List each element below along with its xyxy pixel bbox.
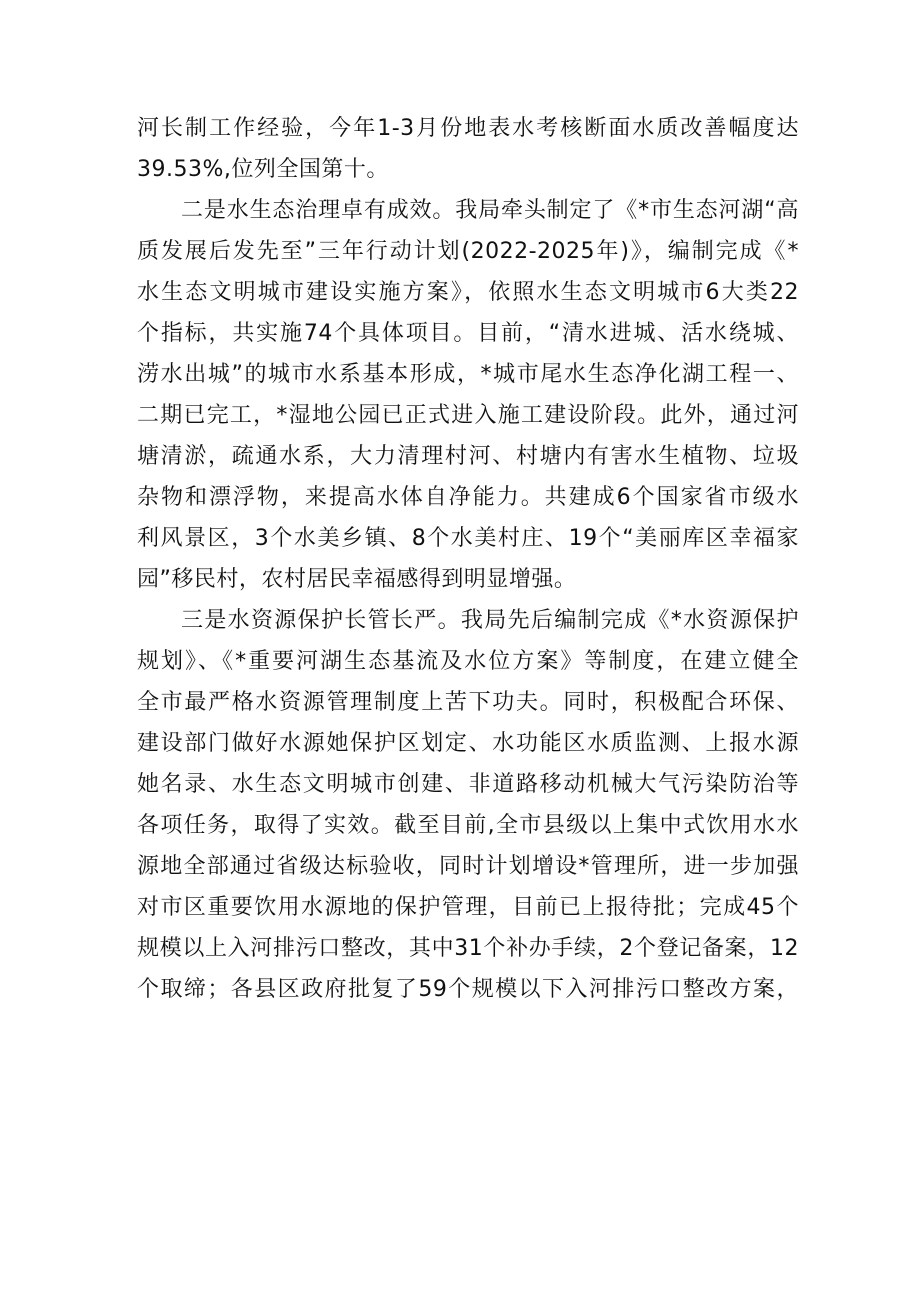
text-line: 利风景区，3个水美乡镇、8个水美村庄、19个“美丽库区幸福家: [137, 526, 799, 551]
paragraph-first-line: 三是水资源保护长管长严。我局先后编制完成《*水资源保护: [181, 608, 799, 633]
text-line: 二期已完工，*湿地公园已正式进入施工建设阶段。此外，通过河: [137, 403, 799, 428]
text-line: 各项任务，取得了实效。截至目前,全市县级以上集中式饮用水水: [137, 813, 799, 838]
text-line: 规模以上入河排污口整改，其中31个补办手续，2个登记备案，12: [137, 936, 799, 961]
text-line: 源地全部通过省级达标验收，同时计划增设*管理所，进一步加强: [137, 854, 799, 879]
text-line: 建设部门做好水源她保护区划定、水功能区水质监测、上报水源: [137, 731, 799, 756]
text-line: 涝水出城”的城市水系基本形成，*城市尾水生态净化湖工程一、: [137, 362, 799, 387]
text-line: 个指标，共实施74个具体项目。目前，“清水进城、活水绕城、: [137, 321, 799, 346]
paragraph-first-line: 二是水生态治理卓有成效。我局牵头制定了《*市生态河湖“高: [181, 198, 799, 223]
text-line: 规划》、《*重要河湖生态基流及水位方案》等制度，在建立健全: [137, 649, 799, 674]
text-line: 全市最严格水资源管理制度上苦下功夫。同时，积极配合环保、: [137, 690, 799, 715]
body-text: [137, 114, 799, 1005]
text-line: 她名录、水生态文明城市创建、非道路移动机械大气污染防治等: [137, 772, 799, 797]
text-line: 园”移民村，农村居民幸福感得到明显增强。: [137, 567, 577, 592]
text-line: 39.53%,位列全国第十。: [137, 157, 389, 182]
text-line: 质发展后发先至”三年行动计划(2022-2025年)》，编制完成《*: [137, 239, 799, 264]
text-line: 对市区重要饮用水源地的保护管理，目前已上报待批；完成45个: [137, 895, 799, 920]
text-line: 塘清淤，疏通水系，大力清理村河、村塘内有害水生植物、垃圾: [137, 444, 799, 469]
text-line: 水生态文明城市建设实施方案》，依照水生态文明城市6大类22: [137, 280, 799, 305]
text-line: 河长制工作经验，今年1-3月份地表水考核断面水质改善幅度达: [137, 116, 799, 141]
text-line: 个取缔；各县区政府批复了59个规模以下入河排污口整改方案，: [137, 977, 799, 1002]
text-line: 杂物和漂浮物，来提高水体自净能力。共建成6个国家省市级水: [137, 485, 799, 510]
